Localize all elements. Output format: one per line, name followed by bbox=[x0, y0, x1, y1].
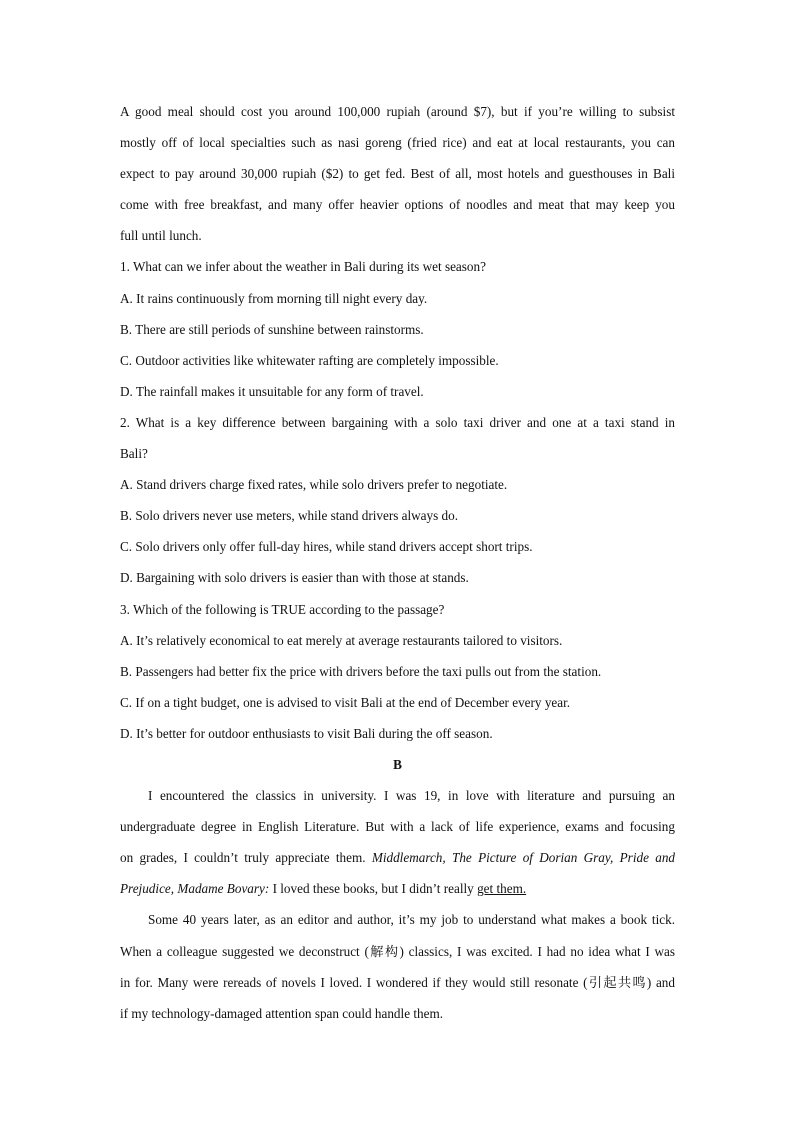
text-line: mostly off of local specialties such as nasi goreng (fried rice) and eat at local restaurants, you can bbox=[120, 135, 675, 151]
text-line: undergraduate degree in English Literature. But with a lack of life experience, exams and focusing bbox=[120, 819, 675, 835]
section-b-paragraph-2 bbox=[120, 904, 675, 1028]
text-line: I encountered the classics in university. I was 19, in love with literature and pursuing an bbox=[148, 788, 675, 804]
option-b: B. Solo drivers never use meters, while stand drivers always do. bbox=[120, 508, 459, 524]
section-heading: B bbox=[393, 756, 402, 772]
question-stem bbox=[120, 407, 675, 469]
option-d: D. Bargaining with solo drivers is easier than with those at stands. bbox=[120, 570, 469, 586]
section-b-paragraph-1 bbox=[120, 780, 675, 904]
text-line: in for. Many were rereads of novels I loved. I wondered if they would still resonate (引起共鸣) and bbox=[120, 974, 675, 990]
text-line: if my technology-damaged attention span could handle them. bbox=[120, 1005, 444, 1021]
text-line: full until lunch. bbox=[120, 228, 202, 244]
option-a: A. It rains continuously from morning till night every day. bbox=[120, 290, 428, 306]
question-2 bbox=[120, 407, 675, 594]
text-line: Some 40 years later, as an editor and author, it’s my job to understand what makes a book tick. bbox=[148, 912, 675, 928]
text-line: come with free breakfast, and many offer heavier options of noodles and meat that may keep you bbox=[120, 197, 675, 213]
text-line: Bali? bbox=[120, 446, 148, 462]
passage-intro-paragraph bbox=[120, 96, 675, 251]
text-line: expect to pay around 30,000 rupiah ($2) to get fed. Best of all, most hotels and guesthouses in Bali bbox=[120, 166, 675, 182]
text-line bbox=[120, 873, 675, 904]
text-run: I loved these books, but I didn’t really bbox=[269, 881, 478, 897]
question-3 bbox=[120, 594, 675, 749]
option-b: B. There are still periods of sunshine between rainstorms. bbox=[120, 321, 424, 337]
option-c: C. Solo drivers only offer full-day hires, while stand drivers accept short trips. bbox=[120, 539, 533, 555]
book-titles: Prejudice, Madame Bovary: bbox=[120, 881, 270, 897]
option-b: B. Passengers had better fix the price with drivers before the taxi pulls out from the station. bbox=[120, 663, 602, 679]
option-c: C. If on a tight budget, one is advised to visit Bali at the end of December every year. bbox=[120, 694, 571, 710]
option-a: A. Stand drivers charge fixed rates, while solo drivers prefer to negotiate. bbox=[120, 477, 508, 493]
question-stem: 3. Which of the following is TRUE according to the passage? bbox=[120, 601, 445, 617]
option-d: D. The rainfall makes it unsuitable for any form of travel. bbox=[120, 383, 424, 399]
option-c: C. Outdoor activities like whitewater rafting are completely impossible. bbox=[120, 352, 499, 368]
text-run: on grades, I couldn’t truly appreciate them. bbox=[120, 850, 372, 866]
question-stem: 1. What can we infer about the weather in Bali during its wet season? bbox=[120, 259, 486, 275]
question-1 bbox=[120, 251, 675, 406]
book-titles: Middlemarch, The Picture of Dorian Gray, Pride and bbox=[371, 850, 676, 866]
text-line: 2. What is a key difference between bargaining with a solo taxi driver and one at a taxi stand in bbox=[120, 414, 675, 430]
option-d: D. It’s better for outdoor enthusiasts to visit Bali during the off season. bbox=[120, 725, 493, 741]
underlined-phrase: get them. bbox=[477, 881, 527, 897]
text-line: When a colleague suggested we deconstruct (解构) classics, I was excited. I had no idea what I was bbox=[120, 943, 675, 959]
option-a: A. It’s relatively economical to eat merely at average restaurants tailored to visitors. bbox=[120, 632, 563, 648]
text-line bbox=[120, 842, 675, 873]
document-page bbox=[120, 96, 675, 1029]
text-line: A good meal should cost you around 100,000 rupiah (around $7), but if you’re willing to subsist bbox=[120, 104, 675, 119]
